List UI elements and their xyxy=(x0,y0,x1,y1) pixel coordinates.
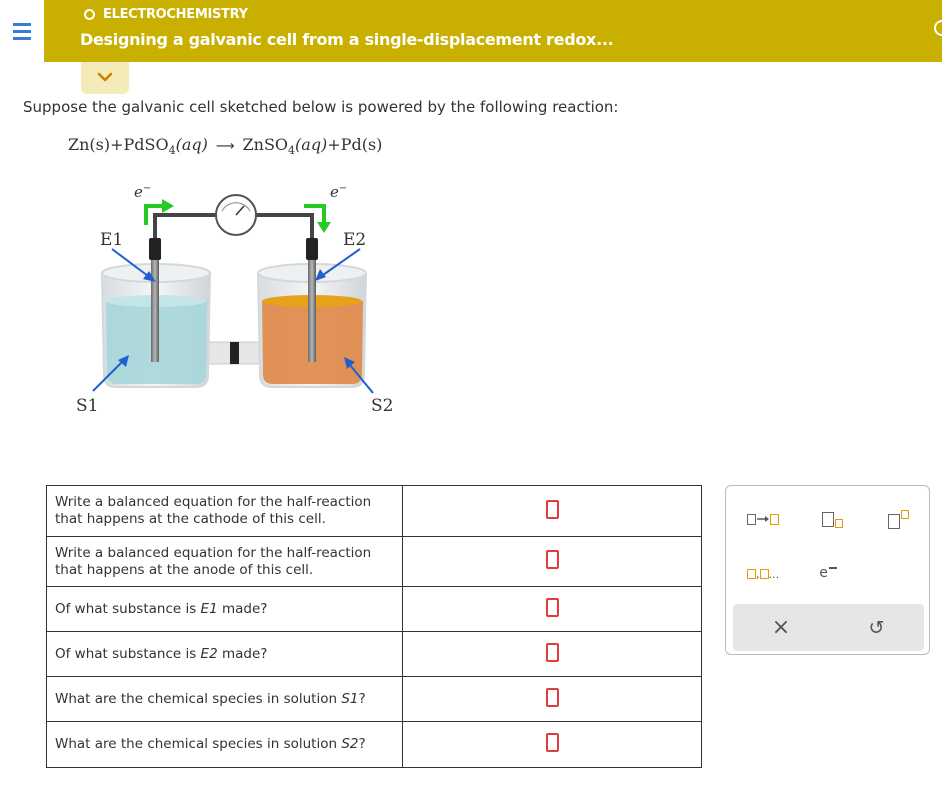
question-variable: S1 xyxy=(341,690,359,707)
galvanic-cell-diagram xyxy=(60,175,420,425)
electron-tool[interactable] xyxy=(810,560,846,586)
topic-row xyxy=(84,7,248,22)
table-row xyxy=(47,677,702,722)
reaction-arrow-tool[interactable] xyxy=(740,508,786,530)
product-znso4 xyxy=(242,135,328,158)
answer-cell[interactable] xyxy=(403,486,702,537)
table-row xyxy=(47,486,702,537)
reactant-zn: Zn(s) xyxy=(68,135,111,154)
question-variable: E2 xyxy=(200,645,218,662)
collapse-button[interactable] xyxy=(81,62,129,94)
question-text: made? xyxy=(217,645,268,662)
undo-button[interactable] xyxy=(829,604,924,651)
question-prompt: Suppose the galvanic cell sketched below is powered by the following reaction: xyxy=(23,98,619,116)
answer-cell[interactable] xyxy=(403,677,702,722)
answer-input-box[interactable] xyxy=(546,550,559,569)
question-e1 xyxy=(47,587,403,632)
arrow-right-icon xyxy=(756,515,770,523)
label-e1: E1 xyxy=(100,230,124,250)
clear-button[interactable] xyxy=(733,604,829,651)
topic-label: ELECTROCHEMISTRY xyxy=(103,7,248,22)
minus-sign xyxy=(829,567,837,569)
answer-input-box[interactable] xyxy=(546,643,559,662)
palette-actions xyxy=(733,604,924,651)
electron-label-left: e− xyxy=(134,183,152,201)
question-s1 xyxy=(47,677,403,722)
voltmeter-icon xyxy=(216,195,256,235)
label-e2: E2 xyxy=(343,230,367,250)
subscript-icon xyxy=(835,519,843,528)
list-icon xyxy=(760,569,769,579)
formula-subscript: 4 xyxy=(168,144,176,158)
question-cathode: Write a balanced equation for the half-reaction that happens at the cathode of this cell. xyxy=(47,486,403,537)
undo-icon: ↺ xyxy=(868,616,885,639)
table-row xyxy=(47,587,702,632)
reactant-pdso4 xyxy=(123,135,208,158)
phase-label: (aq) xyxy=(295,135,328,154)
slot-icon xyxy=(747,514,756,525)
close-icon: × xyxy=(771,615,791,640)
phase-label: (aq) xyxy=(175,135,208,154)
reaction-arrow-icon: ⟶ xyxy=(215,139,235,154)
question-variable: E1 xyxy=(200,600,218,617)
question-s2 xyxy=(47,722,403,768)
list-tool[interactable]: , ... xyxy=(738,562,788,586)
question-variable: S2 xyxy=(341,736,359,752)
topic-status-icon xyxy=(84,9,95,20)
superscript-tool[interactable] xyxy=(880,504,916,532)
list-icon xyxy=(747,569,756,579)
list-dots: ... xyxy=(768,567,779,581)
subscript-tool[interactable] xyxy=(814,506,850,532)
progress-icon[interactable] xyxy=(934,20,942,36)
formula-text: PdSO xyxy=(123,135,169,154)
answer-input-box[interactable] xyxy=(546,598,559,617)
slot-icon xyxy=(770,514,779,525)
answer-cell[interactable] xyxy=(403,632,702,677)
table-row xyxy=(47,537,702,587)
superscript-icon xyxy=(901,510,909,519)
label-s2: S2 xyxy=(371,396,394,416)
answer-input-box[interactable] xyxy=(546,688,559,707)
menu-icon[interactable] xyxy=(0,0,44,62)
answer-cell[interactable] xyxy=(403,587,702,632)
question-table xyxy=(46,485,702,768)
question-text: Of what substance is xyxy=(55,645,201,662)
formula-text: ZnSO xyxy=(242,135,289,154)
header-bar xyxy=(0,0,942,62)
question-anode: Write a balanced equation for the half-reaction that happens at the anode of this cell. xyxy=(47,537,403,587)
plus-sign: + xyxy=(110,135,124,154)
question-e2 xyxy=(47,632,403,677)
reaction-equation xyxy=(68,135,382,157)
answer-cell[interactable] xyxy=(403,537,702,587)
question-text: ? xyxy=(358,736,366,752)
product-pd: Pd(s) xyxy=(340,135,383,154)
chevron-down-icon xyxy=(97,72,113,82)
input-palette xyxy=(725,485,930,655)
answer-cell[interactable] xyxy=(403,722,702,768)
formula-subscript: 4 xyxy=(288,144,296,158)
question-text: What are the chemical species in solution xyxy=(55,690,342,707)
page-title: Designing a galvanic cell from a single-displacement redox... xyxy=(80,30,614,49)
base-box-icon xyxy=(822,512,834,527)
answer-input-box[interactable] xyxy=(546,500,559,519)
answer-input-box[interactable] xyxy=(546,733,559,752)
question-text: Of what substance is xyxy=(55,600,201,617)
plus-sign: + xyxy=(327,135,341,154)
electron-icon: e xyxy=(819,565,828,581)
question-text: ? xyxy=(358,690,366,707)
label-s1: S1 xyxy=(76,396,99,416)
question-text: What are the chemical species in solution xyxy=(55,736,342,752)
electron-label-right: e− xyxy=(330,183,348,201)
base-box-icon xyxy=(888,514,900,529)
table-row xyxy=(47,722,702,768)
table-row xyxy=(47,632,702,677)
question-text: made? xyxy=(217,600,268,617)
